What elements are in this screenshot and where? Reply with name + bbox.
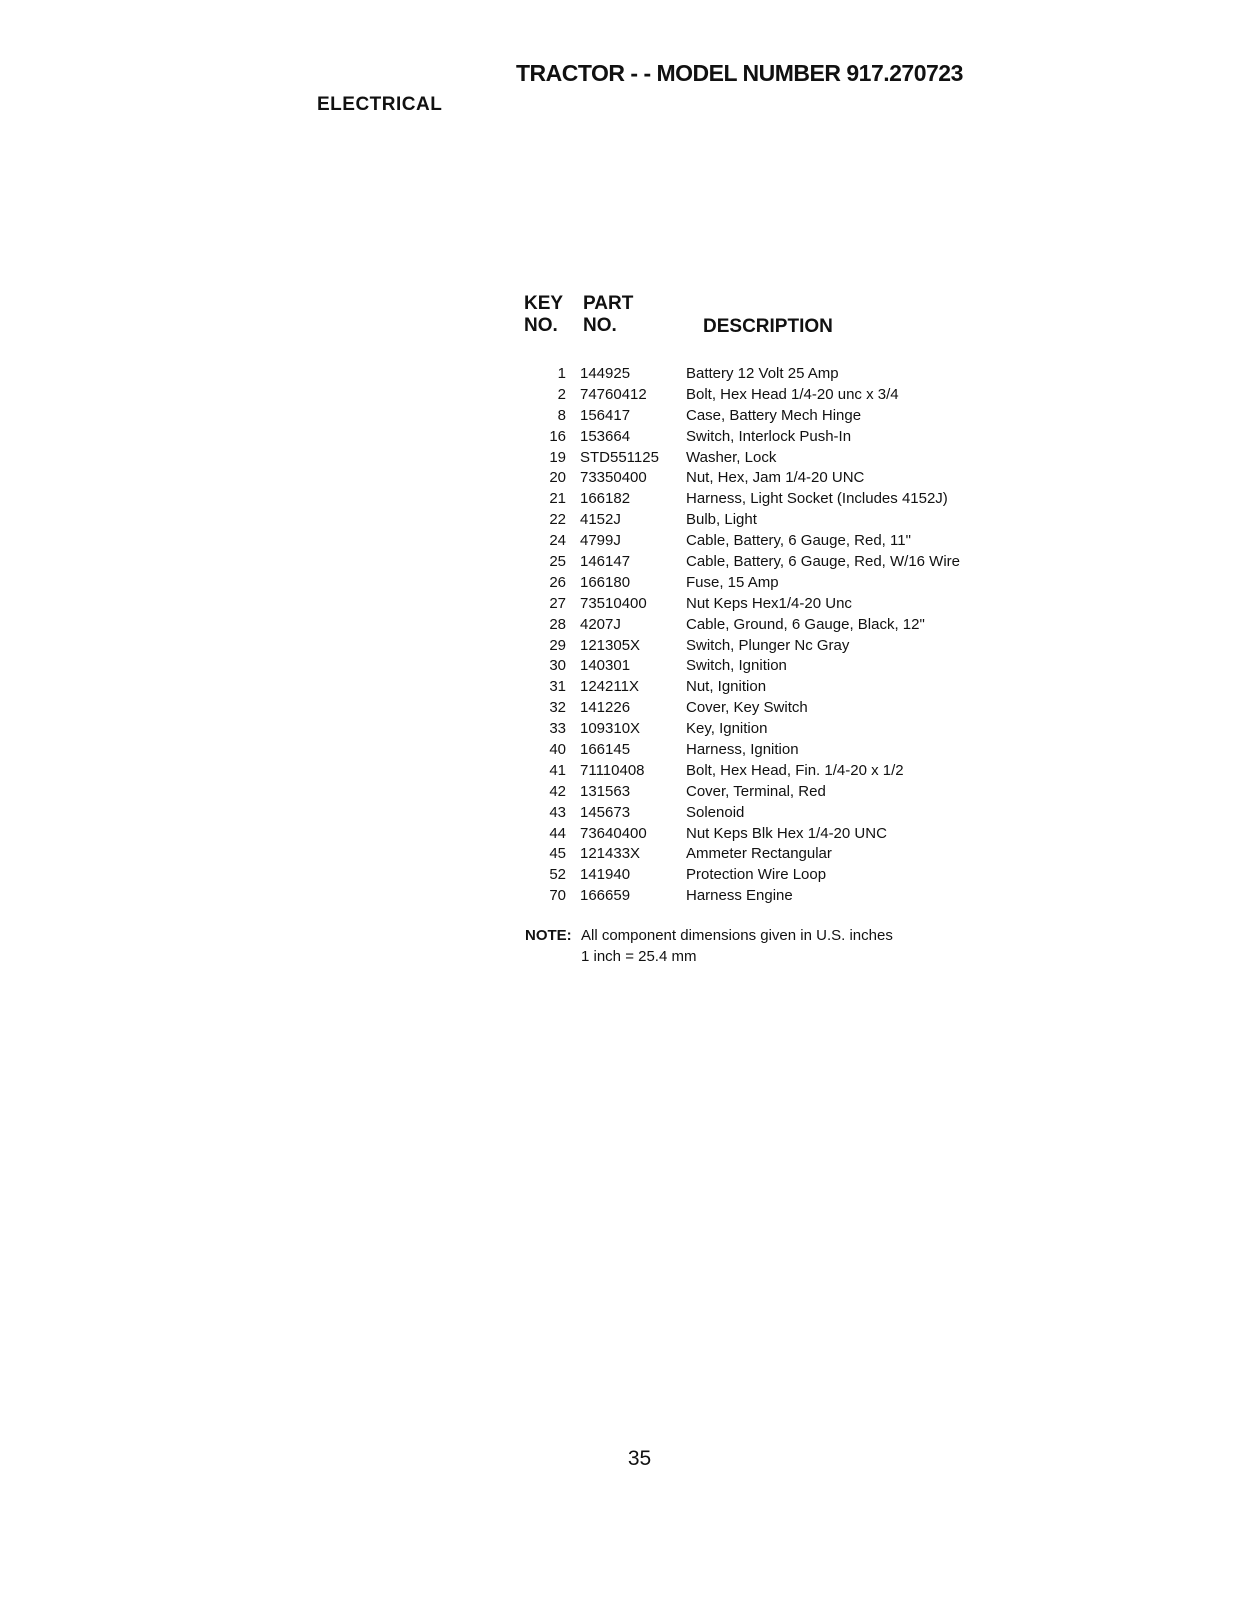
parts-table-row [520,824,1020,845]
parts-table-row [520,698,1020,719]
part-description: Cover, Key Switch [686,699,808,717]
page-number: 35 [627,1447,652,1470]
key-number: 26 [549,573,566,591]
part-description: Harness Engine [686,887,793,905]
key-number: 19 [549,448,566,466]
parts-table-row [520,364,1020,385]
part-description: Bolt, Hex Head 1/4-20 unc x 3/4 [686,385,899,403]
key-number: 20 [549,469,566,487]
parts-table-row [520,803,1020,824]
part-description: Switch, Interlock Push-In [686,427,852,445]
part-number: 73640400 [580,824,647,842]
part-number: 4207J [580,615,621,633]
part-number: 131563 [580,782,631,800]
part-number: 73350400 [580,469,647,487]
key-number: 25 [549,553,566,571]
parts-table-row [520,427,1020,448]
key-number: 43 [549,803,566,821]
key-number: 45 [549,845,566,863]
note-block [525,925,893,967]
part-description: Solenoid [686,803,745,821]
parts-table-row [520,468,1020,489]
part-description: Nut Keps Hex1/4-20 Unc [686,594,852,612]
parts-table-row [520,448,1020,469]
part-description: Cable, Ground, 6 Gauge, Black, 12" [686,615,925,633]
part-description: Switch, Plunger Nc Gray [686,636,850,654]
part-description: Cable, Battery, 6 Gauge, Red, W/16 Wire [686,553,961,571]
key-number: 29 [549,636,566,654]
part-header-line1: PART [583,293,634,314]
part-number: 166180 [580,573,631,591]
section-heading: ELECTRICAL [317,94,443,115]
key-number: 44 [549,824,566,842]
part-number: 141226 [580,699,631,717]
parts-table-row [520,719,1020,740]
part-number: 166182 [580,490,631,508]
part-description: Battery 12 Volt 25 Amp [686,365,839,382]
part-number: 121433X [580,845,641,863]
description-column-header: DESCRIPTION [703,316,833,337]
part-header-line2: NO. [583,315,617,336]
key-header-line1: KEY [524,293,564,314]
part-number: 71110408 [580,761,645,779]
part-no-column-header [583,293,633,337]
parts-table-row [520,510,1020,531]
parts-list [520,364,1020,907]
parts-table-row [520,865,1020,886]
parts-table-row [520,573,1020,594]
part-number: 146147 [580,553,631,571]
key-number: 8 [557,406,566,424]
key-number: 40 [549,741,566,759]
parts-table-row [520,594,1020,615]
part-description: Nut, Hex, Jam 1/4-20 UNC [686,469,865,487]
part-number: 4799J [580,532,621,550]
key-number: 2 [557,385,566,403]
parts-table-row [520,677,1020,698]
parts-table-row [520,552,1020,573]
part-number: 4152J [580,511,621,529]
part-number: 153664 [580,427,631,445]
parts-table-row [520,531,1020,552]
part-number: 121305X [580,636,641,654]
part-number: STD551125 [580,448,659,466]
part-description: Bolt, Hex Head, Fin. 1/4-20 x 1/2 [686,761,904,779]
parts-table-row [520,761,1020,782]
parts-table-row [520,385,1020,406]
key-number: 41 [549,761,566,779]
part-description: Harness, Ignition [686,741,799,759]
parts-table-row [520,615,1020,636]
part-number: 166659 [580,887,631,905]
parts-table-row [520,636,1020,657]
part-number: 145673 [580,803,631,821]
part-description: Washer, Lock [686,448,777,466]
part-description: Case, Battery Mech Hinge [686,406,862,424]
note-line2: 1 inch = 25.4 mm [581,948,697,965]
part-description: Cable, Battery, 6 Gauge, Red, 11" [686,532,911,550]
key-number: 24 [549,532,566,550]
part-description: Harness, Light Socket (Includes 4152J) [686,490,948,508]
part-description: Cover, Terminal, Red [686,782,826,800]
part-description: Ammeter Rectangular [686,845,832,863]
key-no-column-header [524,293,563,337]
part-number: 124211X [580,678,639,696]
key-number: 21 [549,490,566,508]
key-number: 28 [549,615,566,633]
page-title: TRACTOR - - MODEL NUMBER 917.270723 [516,60,963,86]
part-description: Bulb, Light [686,511,757,529]
key-number: 16 [549,427,566,445]
parts-table-row [520,782,1020,803]
parts-table-row [520,406,1020,427]
part-number: 109310X [580,720,641,738]
parts-table-row [520,740,1020,761]
part-number: 144925 [580,365,631,382]
key-number: 1 [557,365,566,382]
key-number: 22 [549,511,566,529]
part-number: 140301 [580,657,631,675]
key-number: 31 [549,678,566,696]
part-description: Switch, Ignition [686,657,787,675]
parts-table-row [520,489,1020,510]
part-description: Protection Wire Loop [686,866,827,884]
part-description: Nut Keps Blk Hex 1/4-20 UNC [686,824,887,842]
key-number: 33 [549,720,566,738]
key-number: 32 [549,699,566,717]
part-description: Fuse, 15 Amp [686,573,779,591]
parts-table-row [520,844,1020,865]
part-number: 141940 [580,866,631,884]
key-number: 70 [549,887,566,905]
part-number: 156417 [580,406,631,424]
part-number: 73510400 [580,594,647,612]
key-number: 30 [549,657,566,675]
key-header-line2: NO. [524,315,558,336]
key-number: 52 [549,866,566,884]
parts-table-row [520,886,1020,907]
part-number: 166145 [580,741,631,759]
part-description: Nut, Ignition [686,678,767,696]
note-line1: All component dimensions given in U.S. inches [581,927,893,944]
note-label: NOTE: [525,927,572,944]
key-number: 42 [549,782,566,800]
parts-table-row [520,656,1020,677]
key-number: 27 [549,594,566,612]
part-description: Key, Ignition [686,720,768,738]
part-number: 74760412 [580,385,647,403]
